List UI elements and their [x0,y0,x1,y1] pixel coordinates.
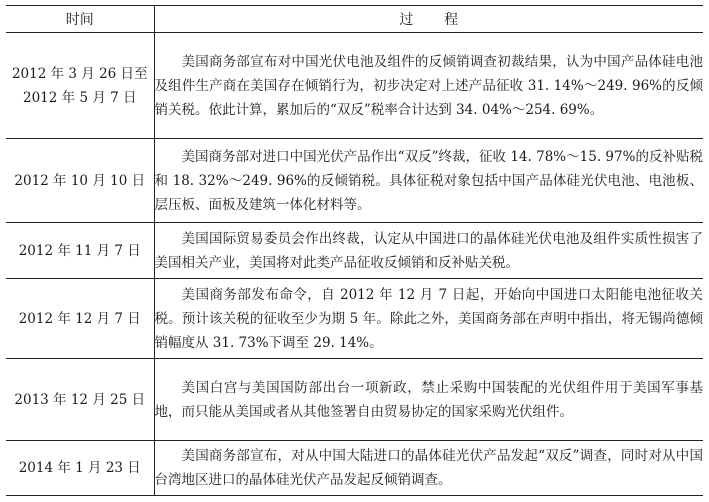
row-process [154,223,703,279]
row-time: 2012 年 12 月 7 日 [6,279,154,359]
row-process [154,33,703,139]
row-process [154,359,703,441]
row-process [154,441,703,496]
header-time: 时间 [6,6,154,33]
timeline-table [6,5,703,496]
table-header-row [6,6,703,33]
table-row [6,279,703,359]
table-row [6,441,703,496]
row-process-text: 美国商务部发布命令，自 2012 年 12 月 7 日起，开始向中国进口太阳能电池征收关税。预计该关税的征收至少为期 5 年。除此之外，美国商务部在声明中指出，将无锡尚德倾销幅度从 31. 73%下调至 29. 14%。 [154,286,703,351]
row-time: 2012 年 3 月 26 日至 2012 年 5 月 7 日 [6,33,154,139]
row-process-text: 美国白宫与美国国防部出台一项新政，禁止采购中国装配的光伏组件用于美国军事基地，而只能从美国或者从其他签署自由贸易协定的国家采购光伏组件。 [154,379,703,420]
row-process-text: 美国国际贸易委员会作出终裁，认定从中国进口的晶体硅光伏电池及组件实质性损害了美国相关产业，美国将对此类产品征收反倾销和反补贴关税。 [154,230,703,271]
row-process [154,139,703,223]
row-time: 2013 年 12 月 25 日 [6,359,154,441]
row-process-text: 美国商务部宣布对中国光伏电池及组件的反倾销调查初裁结果，认为中国产品体硅电池及组件生产商在美国存在倾销行为，初步决定对上述产品征收 31. 14%～249. 96%的反倾销关税。依此计算，累加后的“双反”税率合计达到 34. 04%～254. 69%。 [154,53,703,118]
table-row [6,359,703,441]
header-process-label: 过程 [399,12,489,28]
table-row [6,139,703,223]
table-row [6,33,703,139]
row-time: 2014 年 1 月 23 日 [6,441,154,496]
table-row [6,223,703,279]
row-time: 2012 年 11 月 7 日 [6,223,154,279]
row-time: 2012 年 10 月 10 日 [6,139,154,223]
row-process-text: 美国商务部对进口中国光伏产品作出“双反”终裁，征收 14. 78%～15. 97%的反补贴税和 18. 32%～249. 96%的反倾销税。具体征税对象包括中国产品体硅光伏电池、电池板、层压板、面板及建筑一体化材料等。 [154,148,703,213]
row-process-text: 美国商务部宣布，对从中国大陆进口的晶体硅光伏产品发起“双反”调查，同时对从中国台湾地区进口的晶体硅光伏产品发起反倾销调查。 [154,448,703,488]
row-process [154,279,703,359]
header-process [154,6,703,33]
